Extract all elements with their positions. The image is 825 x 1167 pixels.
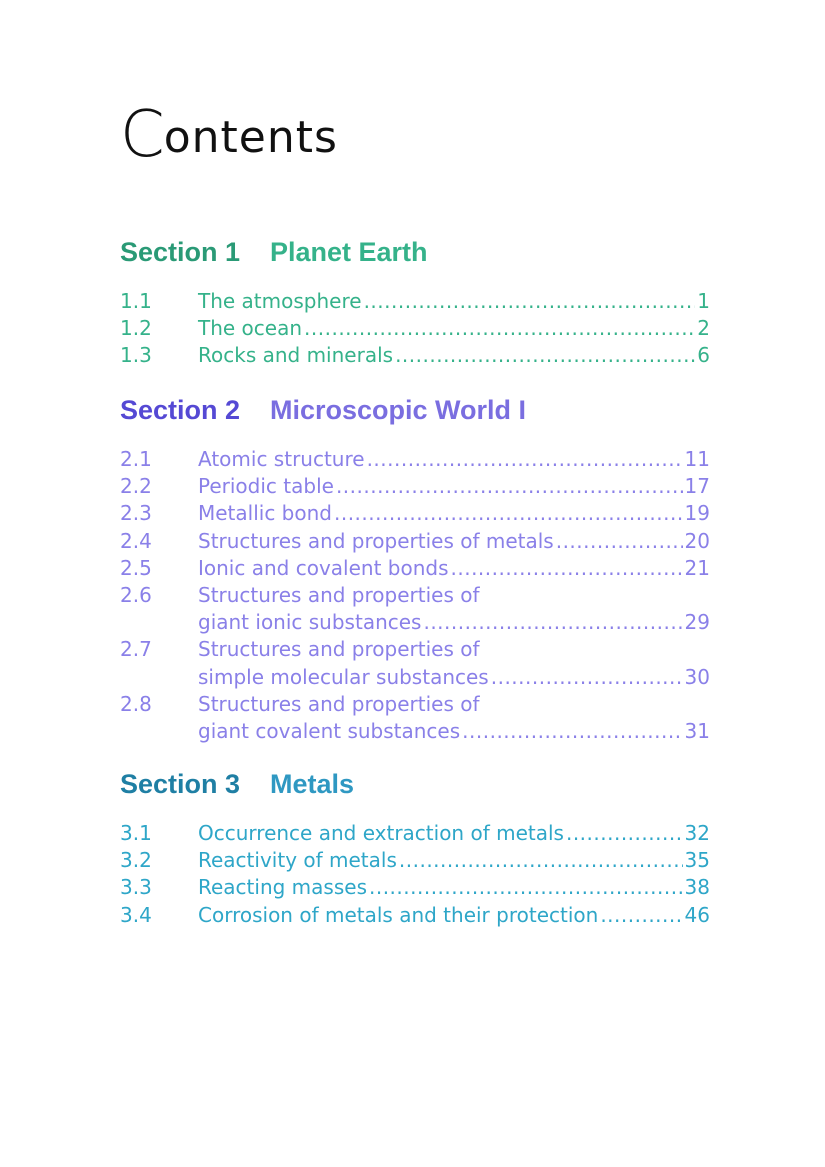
toc-entry[interactable]: [120, 528, 710, 555]
entry-page-number: 2: [697, 316, 710, 341]
entry-body: [198, 902, 710, 929]
entry-number: 2.3: [120, 501, 152, 526]
entry-page-number: 35: [684, 848, 710, 873]
dot-leader: [491, 664, 683, 691]
dot-leader: [423, 609, 682, 636]
toc-entry[interactable]: [120, 446, 710, 473]
section-title: Metals: [270, 769, 355, 799]
entry-line: [198, 820, 710, 847]
entry-body: [198, 288, 710, 315]
entry-title: Reactivity of metals: [198, 848, 397, 873]
entry-page-number: 20: [684, 528, 710, 553]
entry-body: [198, 555, 710, 582]
entry-line: [198, 342, 710, 369]
entry-title: Structures and properties of metals: [198, 528, 554, 553]
dot-leader: [367, 446, 683, 473]
toc-entry[interactable]: [120, 902, 710, 929]
section-heading: [120, 764, 710, 804]
entry-line: [198, 718, 710, 745]
toc-section-3: [120, 764, 710, 929]
entry-page-number: 31: [684, 719, 710, 744]
entry-number: 3.2: [120, 848, 152, 873]
toc-entry[interactable]: [120, 473, 710, 500]
entry-title: giant ionic substances: [198, 610, 422, 635]
entry-line: [198, 609, 710, 636]
entry-body: [198, 446, 710, 473]
entry-title: Occurrence and extraction of metals: [198, 821, 564, 845]
entry-page-number: 19: [684, 501, 710, 526]
section-number: Section 1: [120, 237, 241, 267]
toc-entry[interactable]: [120, 820, 710, 847]
toc-section-1: [120, 232, 710, 370]
entry-page-number: 38: [684, 875, 710, 900]
dot-leader: [399, 847, 683, 874]
entry-title: Ionic and covalent bonds: [198, 555, 449, 580]
entry-body: [198, 315, 710, 342]
entry-line: [198, 473, 710, 500]
entry-line: [198, 288, 710, 315]
entry-body: [198, 691, 710, 745]
entry-body: [198, 473, 710, 500]
entry-line: [198, 315, 710, 342]
entry-line: [198, 664, 710, 691]
entry-number: 2.4: [120, 528, 152, 553]
dot-leader: [304, 315, 695, 342]
entry-number: 2.2: [120, 474, 152, 499]
entry-title: simple molecular substances: [198, 664, 489, 689]
title-initial: C: [120, 98, 166, 172]
dot-leader: [395, 342, 695, 369]
section-title: Microscopic World I: [270, 395, 527, 425]
entry-body: [198, 820, 710, 847]
entry-line: [198, 636, 710, 663]
section-title: Planet Earth: [270, 237, 428, 267]
entry-number: 2.6: [120, 583, 152, 608]
entry-title: Structures and properties of: [198, 583, 480, 608]
entry-number: 2.1: [120, 447, 152, 471]
dot-leader: [600, 902, 682, 929]
entry-line: [198, 847, 710, 874]
entry-page-number: 30: [684, 664, 710, 689]
entry-number: 2.7: [120, 637, 152, 662]
entry-body: [198, 874, 710, 901]
dot-leader: [462, 718, 682, 745]
entry-number: 3.3: [120, 875, 152, 900]
toc-entry[interactable]: [120, 288, 710, 315]
entry-page-number: 46: [684, 902, 710, 927]
entry-title: Corrosion of metals and their protection: [198, 902, 599, 927]
entry-number: 2.8: [120, 691, 152, 716]
entry-title: Structures and properties of: [198, 637, 480, 662]
entry-page-number: 21: [684, 555, 710, 580]
entry-body: [198, 847, 710, 874]
dot-leader: [566, 820, 683, 847]
dot-leader: [336, 473, 683, 500]
toc-entry[interactable]: [120, 691, 710, 745]
entry-title: Metallic bond: [198, 501, 332, 526]
entry-line: [198, 902, 710, 929]
entry-title: Periodic table: [198, 474, 334, 499]
entry-page-number: 6: [697, 343, 710, 368]
section-number: Section 3: [120, 769, 241, 799]
entry-title: Rocks and minerals: [198, 343, 394, 368]
entry-line: [198, 874, 710, 901]
entry-number: 1.1: [120, 289, 152, 313]
entry-page-number: 11: [684, 447, 710, 471]
entry-page-number: 1: [697, 289, 710, 313]
toc-entry[interactable]: [120, 847, 710, 874]
section-heading: [120, 390, 710, 430]
dot-leader: [334, 500, 683, 527]
entry-body: [198, 500, 710, 527]
dot-leader: [556, 528, 683, 555]
toc-entry[interactable]: [120, 555, 710, 582]
entry-title: Structures and properties of: [198, 691, 480, 716]
toc-entry[interactable]: [120, 636, 710, 690]
entry-line: [198, 446, 710, 473]
entry-line: [198, 500, 710, 527]
entry-title: Atomic structure: [198, 447, 365, 471]
entry-title: Reacting masses: [198, 875, 367, 900]
section-number: Section 2: [120, 395, 241, 425]
dot-leader: [369, 874, 683, 901]
dot-leader: [451, 555, 683, 582]
toc-entry-list: [120, 288, 710, 370]
toc-section-2: [120, 390, 710, 745]
entry-line: [198, 691, 710, 718]
entry-page-number: 17: [684, 474, 710, 499]
toc-entry[interactable]: [120, 582, 710, 636]
entry-title: giant covalent substances: [198, 719, 461, 744]
entry-page-number: 32: [684, 821, 710, 845]
entry-line: [198, 555, 710, 582]
entry-title: The ocean: [198, 316, 303, 341]
entry-body: [198, 342, 710, 369]
toc-entry[interactable]: [120, 315, 710, 342]
entry-number: 3.1: [120, 821, 152, 845]
title-rest: ontents: [163, 112, 338, 163]
entry-body: [198, 582, 710, 636]
entry-title: The atmosphere: [198, 289, 362, 313]
entry-number: 1.2: [120, 316, 152, 341]
entry-number: 1.3: [120, 343, 152, 368]
toc-entry[interactable]: [120, 342, 710, 369]
entry-number: 3.4: [120, 902, 152, 927]
section-heading: [120, 232, 710, 272]
entry-body: [198, 528, 710, 555]
entry-body: [198, 636, 710, 690]
toc-entry-list: [120, 820, 710, 929]
entry-page-number: 29: [684, 610, 710, 635]
entry-line: [198, 528, 710, 555]
toc-entry-list: [120, 446, 710, 745]
toc-entry[interactable]: [120, 874, 710, 901]
entry-number: 2.5: [120, 555, 152, 580]
page-title: [120, 100, 338, 173]
dot-leader: [364, 288, 696, 315]
entry-line: [198, 582, 710, 609]
toc-entry[interactable]: [120, 500, 710, 527]
